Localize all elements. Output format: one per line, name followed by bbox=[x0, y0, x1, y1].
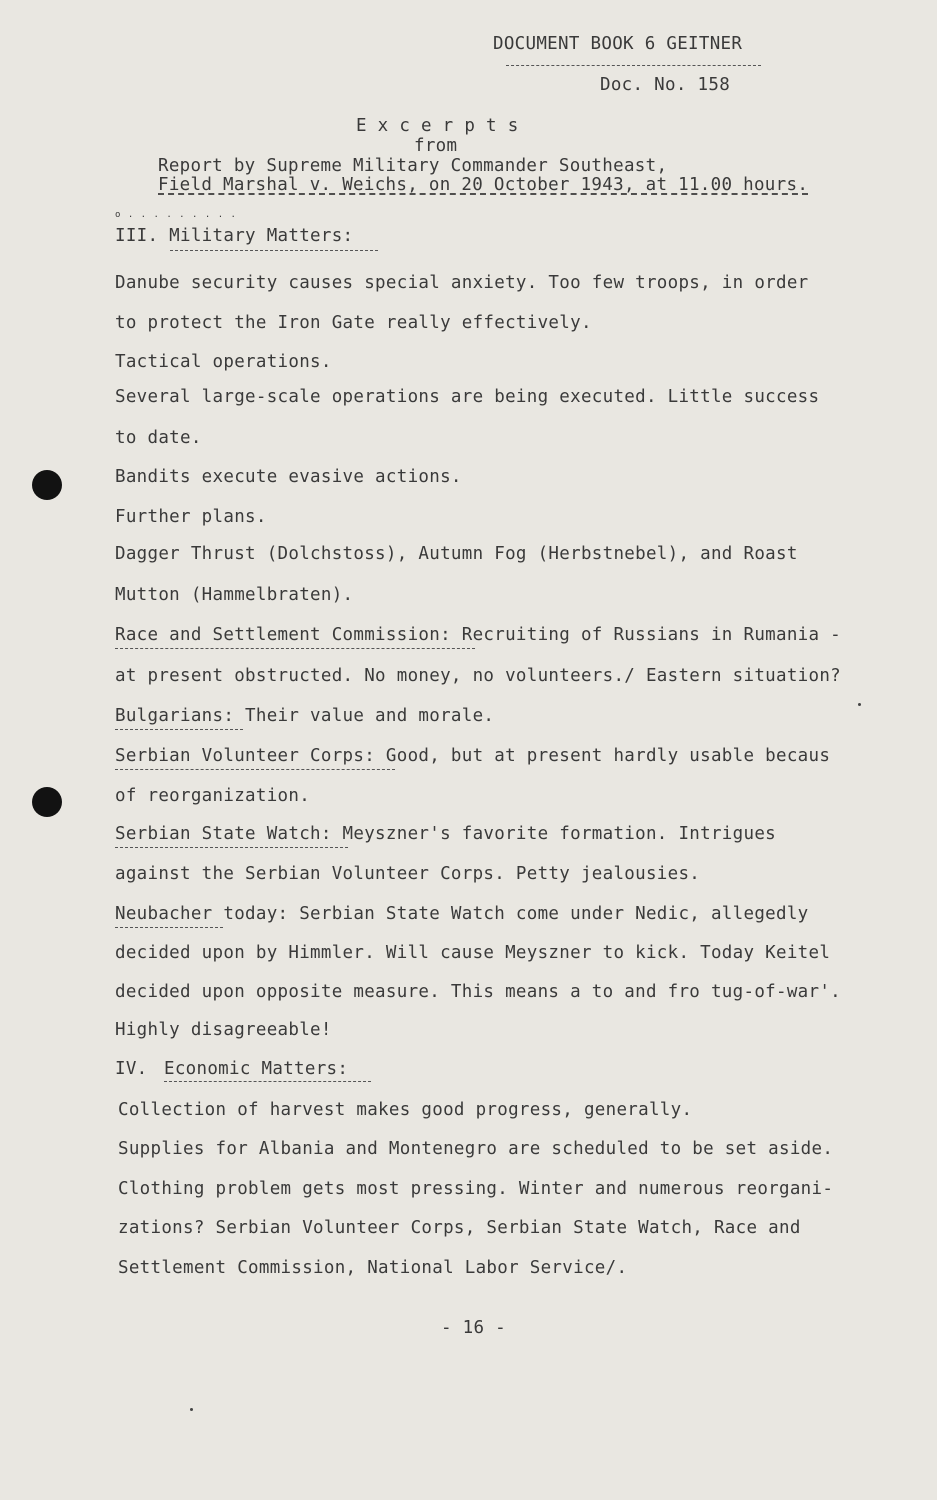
stray-mark bbox=[190, 1408, 193, 1411]
body-line: against the Serbian Volunteer Corps. Petty jealousies. bbox=[115, 864, 701, 884]
section-4-number: IV. bbox=[115, 1059, 148, 1079]
stray-mark bbox=[858, 703, 861, 706]
title-line-2: Field Marshal v. Weichs, on 20 October 1943, at 11.00 hours. bbox=[158, 175, 809, 195]
body-line: to date. bbox=[115, 428, 202, 448]
body-line: decided upon by Himmler. Will cause Meyszner to kick. Today Keitel bbox=[115, 943, 831, 963]
body-line: Race and Settlement Commission: Recruiting of Russians in Rumania - bbox=[115, 625, 842, 645]
body-line: Serbian State Watch: Meyszner's favorite formation. Intrigues bbox=[115, 824, 776, 844]
body-line: Clothing problem gets most pressing. Winter and numerous reorgani- bbox=[118, 1179, 834, 1199]
title-excerpts: E x c e r p t s bbox=[356, 116, 519, 136]
underline-bulgarians bbox=[115, 729, 243, 730]
body-line: Further plans. bbox=[115, 507, 267, 527]
section-3-heading: III. Military Matters: bbox=[115, 226, 354, 246]
body-line: Bandits execute evasive actions. bbox=[115, 467, 462, 487]
section-4-heading: Economic Matters: bbox=[164, 1059, 349, 1079]
body-line: at present obstructed. No money, no volunteers./ Eastern situation? bbox=[115, 666, 842, 686]
punch-hole-top bbox=[32, 470, 62, 500]
underline-serbian-volunteer-corps bbox=[115, 769, 395, 770]
ellipsis: o . . . . . . . . . bbox=[115, 210, 237, 220]
title-line-1: Report by Supreme Military Commander Southeast, bbox=[158, 156, 668, 176]
body-line: Neubacher today: Serbian State Watch come under Nedic, allegedly bbox=[115, 904, 809, 924]
body-line: Bulgarians: Their value and morale. bbox=[115, 706, 495, 726]
body-line: zations? Serbian Volunteer Corps, Serbian State Watch, Race and bbox=[118, 1218, 801, 1238]
section-4-underline bbox=[164, 1081, 371, 1082]
underline-neubacher bbox=[115, 927, 223, 928]
page-number: - 16 - bbox=[441, 1318, 507, 1338]
body-line: Serbian Volunteer Corps: Good, but at present hardly usable becaus bbox=[115, 746, 831, 766]
document-book-label: DOCUMENT BOOK 6 GEITNER bbox=[493, 34, 743, 54]
underline-race-commission bbox=[115, 648, 475, 649]
header-rule bbox=[506, 65, 761, 66]
punch-hole-bottom bbox=[32, 787, 62, 817]
body-line: to protect the Iron Gate really effectively. bbox=[115, 313, 592, 333]
body-line: Highly disagreeable! bbox=[115, 1020, 332, 1040]
body-line: Several large-scale operations are being executed. Little success bbox=[115, 387, 820, 407]
body-line: Danube security causes special anxiety. Too few troops, in order bbox=[115, 273, 809, 293]
section-3-underline bbox=[170, 250, 378, 251]
underline-serbian-state-watch bbox=[115, 847, 348, 848]
body-line: Settlement Commission, National Labor Service/. bbox=[118, 1258, 628, 1278]
body-line: decided upon opposite measure. This means a to and fro tug-of-war'. bbox=[115, 982, 842, 1002]
body-line: Supplies for Albania and Montenegro are scheduled to be set aside. bbox=[118, 1139, 834, 1159]
body-line: Mutton (Hammelbraten). bbox=[115, 585, 354, 605]
body-line: Dagger Thrust (Dolchstoss), Autumn Fog (Herbstnebel), and Roast bbox=[115, 544, 798, 564]
body-line: Collection of harvest makes good progress, generally. bbox=[118, 1100, 693, 1120]
title-from: from bbox=[414, 136, 458, 156]
body-line: of reorganization. bbox=[115, 786, 311, 806]
body-line: Tactical operations. bbox=[115, 352, 332, 372]
document-number: Doc. No. 158 bbox=[600, 75, 731, 95]
